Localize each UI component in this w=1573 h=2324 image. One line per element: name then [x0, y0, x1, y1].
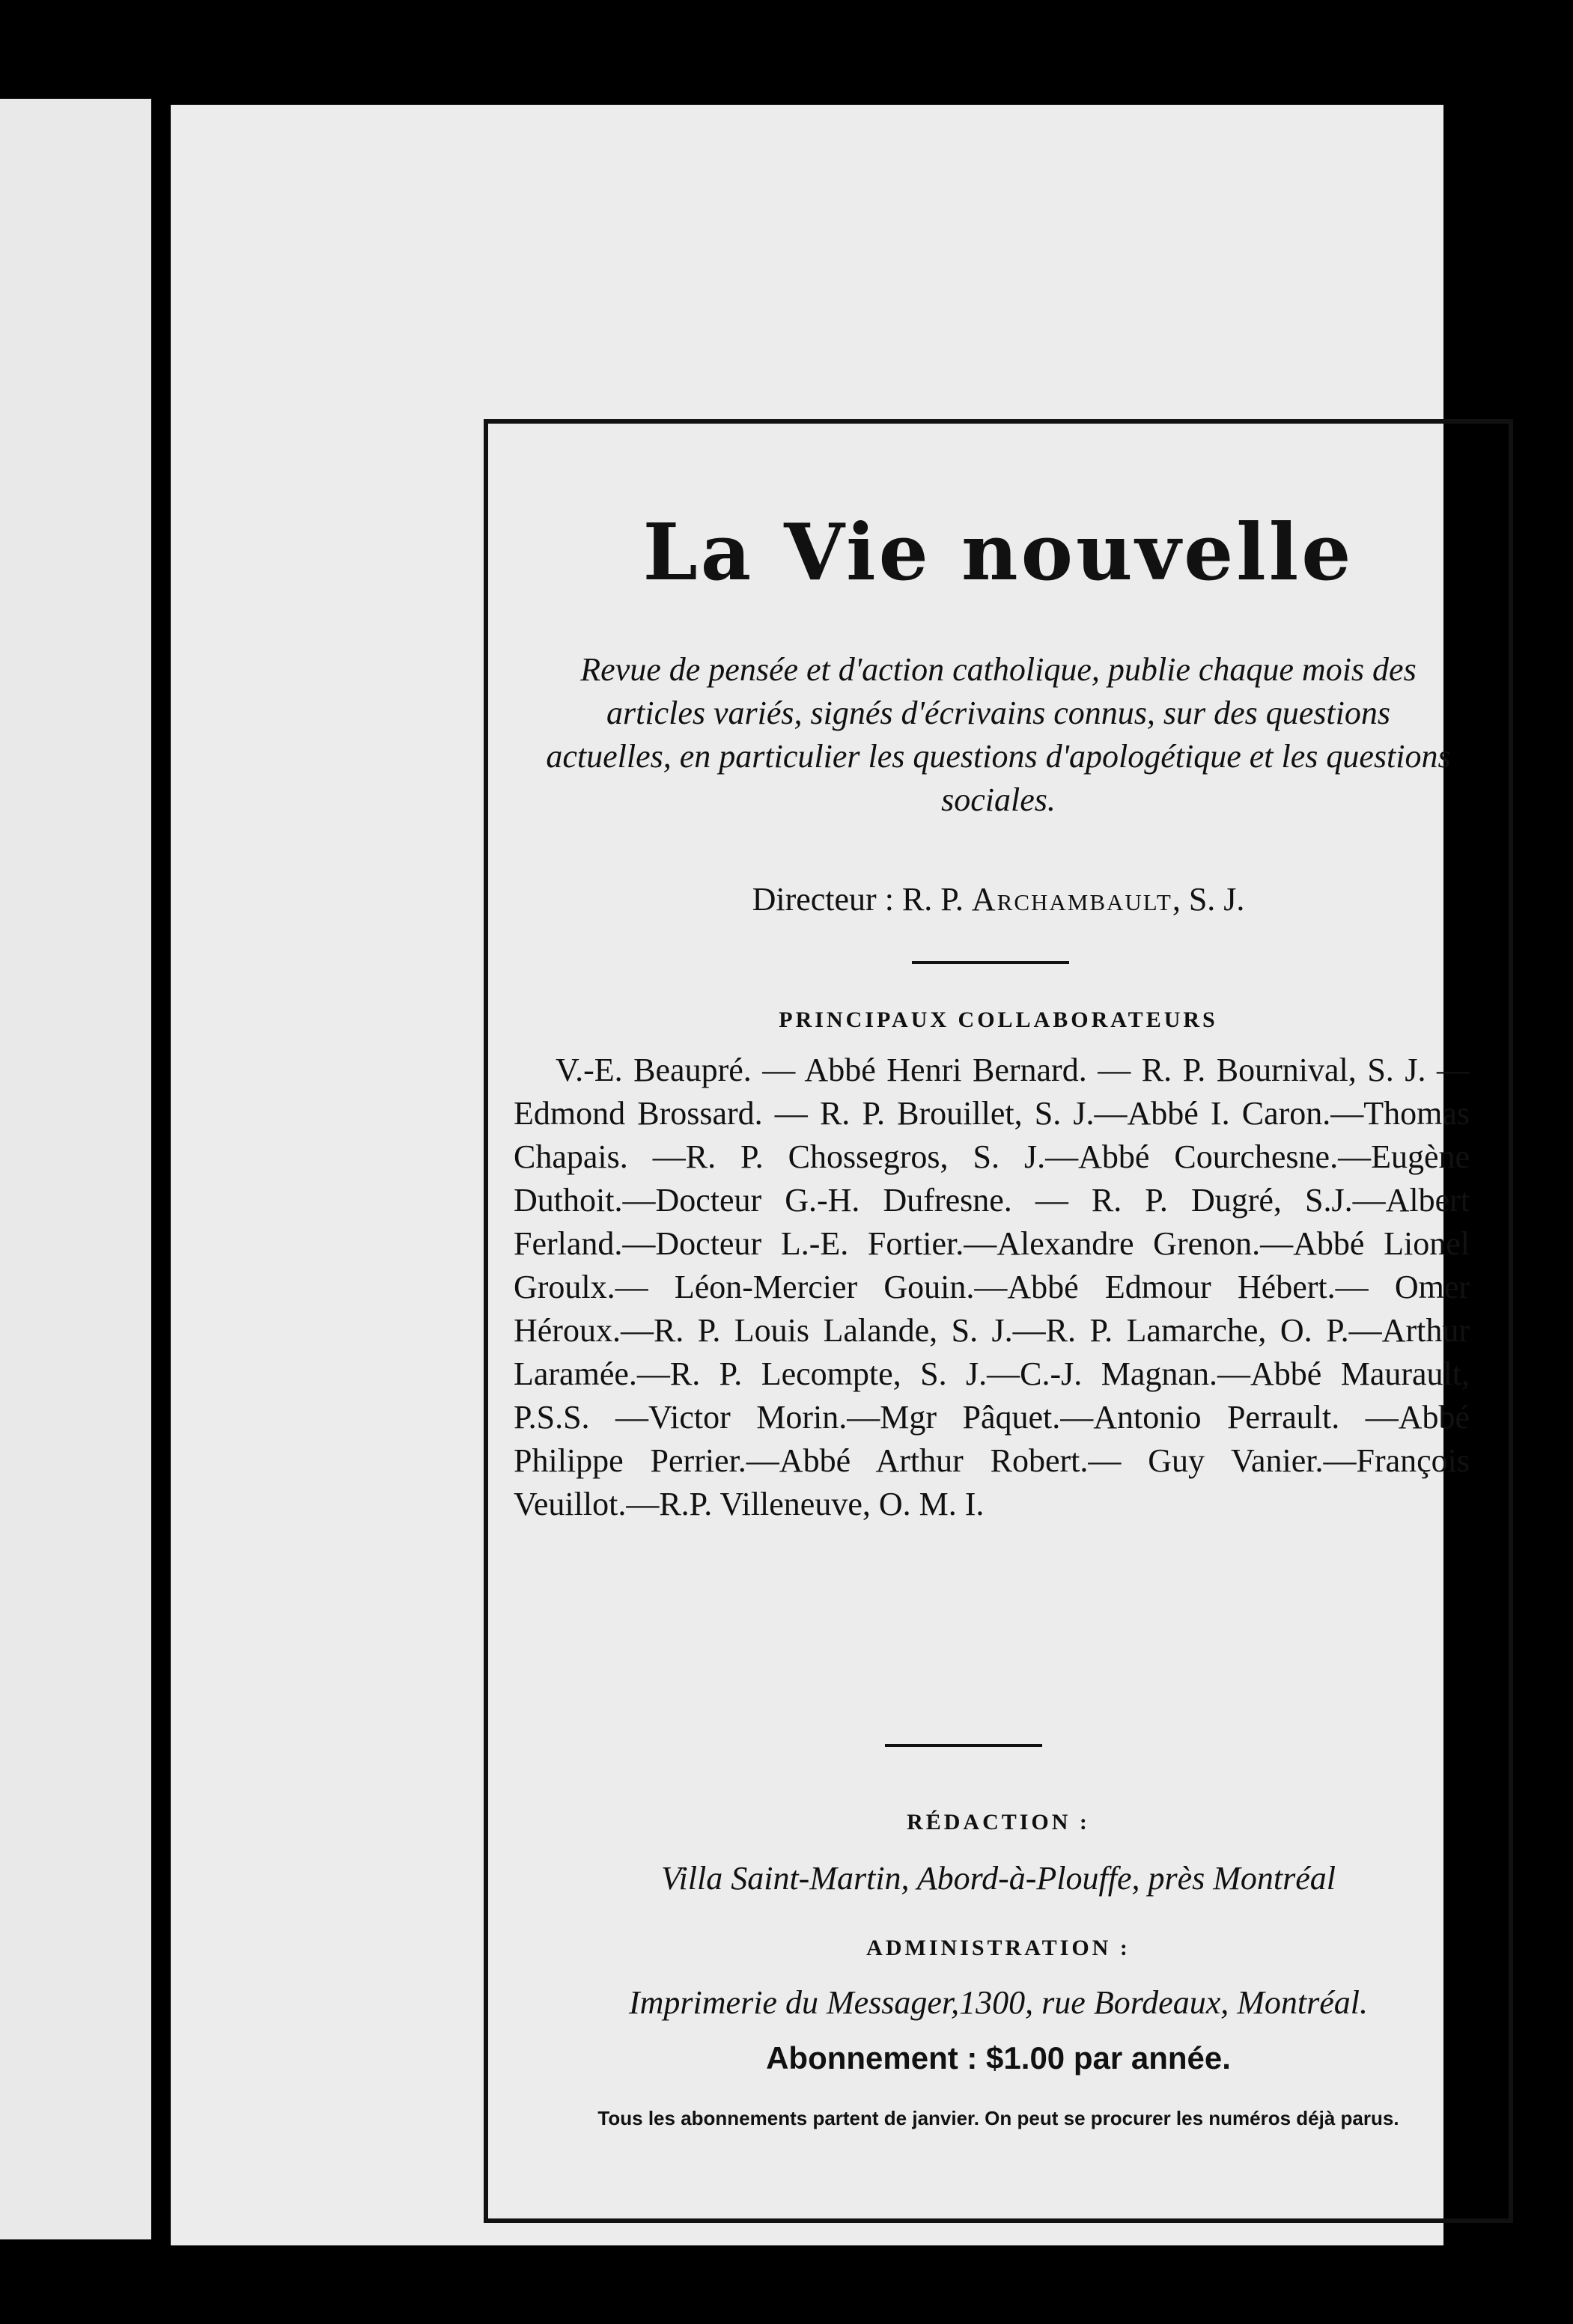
review-description: Revue de pensée et d'action catholique, publie chaque mois des articles variés, signés d'écrivains connus, sur des questions actuelles, en particulier les questions d'apologétique et les questions sociales. [546, 651, 1451, 818]
administration-heading: ADMINISTRATION : [866, 1936, 1131, 1960]
masthead-title: La Vie nouvelle [642, 506, 1354, 598]
left-page-edge [0, 99, 159, 2239]
collaborators-list: V.-E. Beaupré. — Abbé Henri Bernard. — R. P. Bournival, S. J. — Edmond Brossard. — R. P. Brouillet, S. J.—Abbé I. Caron.—Thomas Chapais. —R. P. Chossegros, S. J.—Abbé Courchesne.—Eugène Duthoit.—Docteur G.-H. Dufresne. — R. P. Dugré, S.J.—Albert Ferland.—Docteur L.-E. Fortier.—Alexandre Grenon.—Abbé Lionel Groulx.— Léon-Mercier Gouin.—Abbé Edmour Hébert.— Omer Héroux.—R. P. Louis Lalande, S. J.—R. P. Lamarche, O. P.—Arthur Laramée.—R. P. Lecompte, S. J.—C.-J. Magnan.—Abbé Maurault, P.S.S. —Victor Morin.—Mgr Pâquet.—Antonio Perrault. —Abbé Philippe Perrier.—Abbé Arthur Robert.— Guy Vanier.—François Veuillot.—R.P. Villeneuve, O. M. I. [514, 1052, 1470, 1522]
subscription-note: Tous les abonnements partent de janvier. On peut se procurer les numéros déjà parus. [597, 2107, 1399, 2129]
director-label: Directeur : R. P. [752, 881, 964, 918]
advertisement-frame [484, 419, 1513, 2223]
divider-rule [885, 1744, 1042, 1747]
book-gutter [151, 90, 171, 2260]
collaborators-heading: PRINCIPAUX COLLABORATEURS [779, 1007, 1218, 1032]
subscription-price: Abonnement : $1.00 par année. [766, 2040, 1231, 2076]
redaction-heading: RÉDACTION : [907, 1810, 1090, 1835]
director-suffix: , S. J. [1172, 881, 1245, 918]
director-name: Archambault [971, 881, 1172, 918]
right-page [171, 105, 1470, 2245]
divider-rule [912, 961, 1069, 964]
redaction-address: Villa Saint-Martin, Abord-à-Plouffe, près Montréal [660, 1860, 1336, 1897]
advertisement-content [488, 424, 1509, 2218]
administration-address: Imprimerie du Messager,1300, rue Bordeaux, Montréal. [629, 1984, 1368, 2021]
director-line [488, 880, 1509, 918]
